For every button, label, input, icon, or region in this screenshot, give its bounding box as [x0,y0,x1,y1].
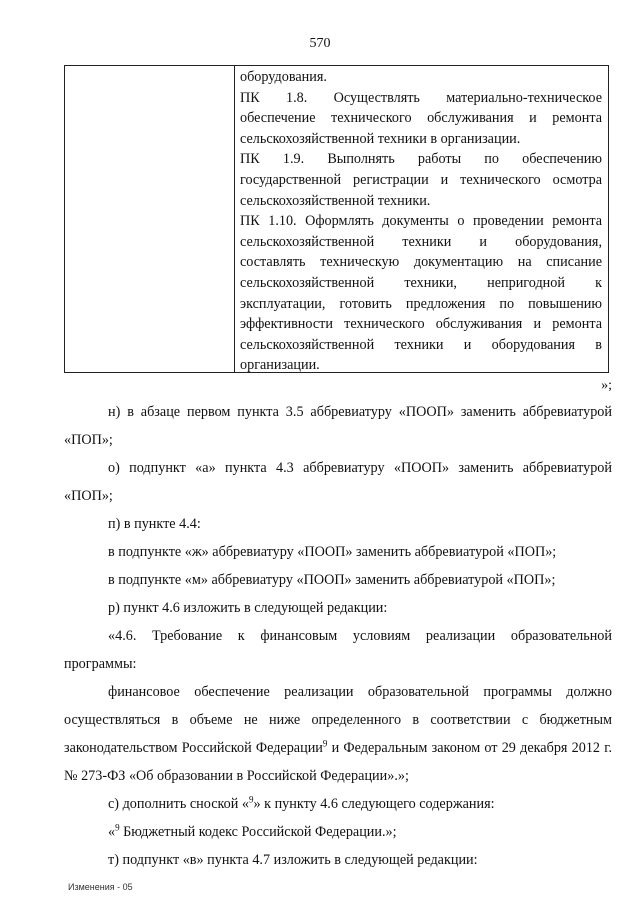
paragraph-s-b: » к пункту 4.6 следующего содержания: [253,796,495,812]
footnote-sup-s: 9 [249,794,254,805]
table-right-cell [240,67,602,376]
competency-table [64,65,609,373]
footnote-text-a: « [108,824,116,840]
document-body [64,398,612,874]
closing-quote: »; [601,378,612,393]
pk-1-9-line-3: сельскохозяйственной техники. [240,192,431,209]
paragraph-s-a: с) дополнить сноской « [108,796,249,812]
paragraph-p-m: в подпункте «м» аббревиатуру «ПООП» заменить аббревиатурой «ПОП»; [108,572,556,588]
paragraph-o: о) подпункт «а» пункта 4.3 аббревиатуру «ПООП» заменить аббревиатурой «ПОП»; [64,460,612,504]
footnote-ref-9: 9 [322,738,328,749]
pk-1-10-line-5: эксплуатации, готовить предложения по повышению [240,295,602,312]
pk-1-8-line-1: ПК 1.8. Осуществлять материально-техническое [240,89,602,106]
pk-1-10-line-4: сельскохозяйственной техники, непригодной к [240,274,602,291]
financing-text-a: финансовое обеспечение реализации образовательной программы должно осуществляться в объеме не ниже определенного в соответствии с бюджетным законодательством Российской Федерации [64,684,612,756]
pk-1-8 [240,88,602,150]
paragraph-n: н) в абзаце первом пункта 3.5 аббревиатуру «ПООП» заменить аббревиатурой «ПОП»; [64,404,612,448]
pk-1-8-line-2: обеспечение технического обслуживания и ремонта [240,110,602,127]
table-left-cell [65,66,235,372]
pk-1-9 [240,149,602,211]
footnote-text [64,818,612,846]
paragraph-p-zh: в подпункте «ж» аббревиатуру «ПООП» заменить аббревиатурой «ПОП»; [108,544,557,560]
pk-1-10-line-1: ПК 1.10. Оформлять документы о проведении ремонта [240,213,602,230]
pk-1-9-line-2: государственной регистрации и технического осмотра [240,171,602,188]
pk-1-10-line-6: эффективности технического обслуживания и ремонта [240,316,602,333]
footer-label: Изменения - 05 [68,882,133,892]
financing-text-b: и Федеральным законом от 29 декабря 2012 г. № 273-ФЗ «Об образовании в Российской Федерации».»; [64,740,612,784]
footnote-text-b: Бюджетный кодекс Российской Федерации.»; [119,824,397,840]
pk-1-8-line-3: сельскохозяйственной техники в организации. [240,130,521,147]
pk-1-10-line-8: организации. [240,357,320,374]
footnote-sup-fn: 9 [115,822,120,833]
paragraph-s [64,790,612,818]
pk-1-9-line-1: ПК 1.9. Выполнять работы по обеспечению [240,151,602,168]
paragraph-r-financing [64,678,612,790]
paragraph-t: т) подпункт «в» пункта 4.7 изложить в следующей редакции: [108,852,478,868]
paragraph-r-46: «4.6. Требование к финансовым условиям реализации образовательной программы: [64,628,612,672]
pk-1-10-line-3: составлять техническую документацию на списание [240,254,602,271]
pk-1-10-line-2: сельскохозяйственной техники и оборудования, [240,233,602,250]
paragraph-p: п) в пункте 4.4: [108,516,201,532]
pk-1-10 [240,211,602,376]
table-line: оборудования. [240,69,327,85]
pk-1-10-line-7: сельскохозяйственной техники и оборудования в [240,336,602,353]
paragraph-r: р) пункт 4.6 изложить в следующей редакции: [108,600,388,616]
page-number: 570 [309,36,331,51]
